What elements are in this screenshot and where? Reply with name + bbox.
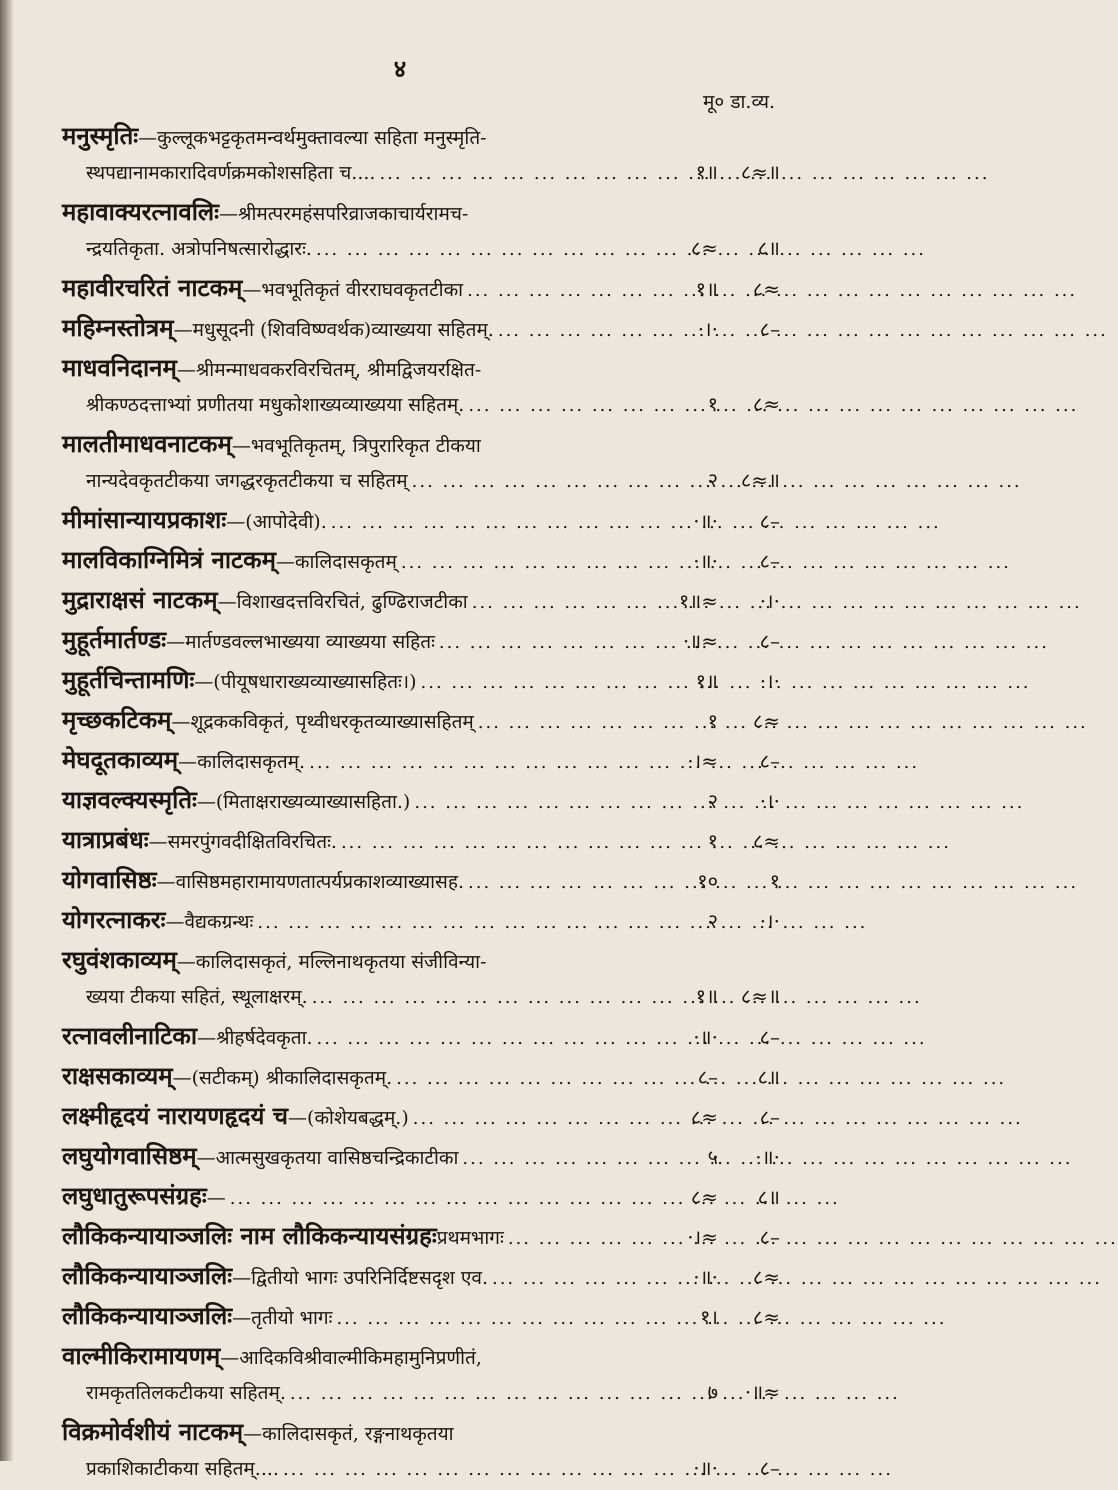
entry-line <box>62 1018 780 1054</box>
postage-value: ८– <box>759 1025 780 1049</box>
entry-line <box>62 1258 780 1294</box>
leader-dots <box>463 273 656 309</box>
postage-value: ८≈॥ <box>740 160 780 184</box>
entry-line <box>62 386 780 422</box>
leader-dots <box>494 313 656 349</box>
price-column-header: मू० डा.व्य. <box>703 91 775 113</box>
price-value: १ <box>707 829 718 853</box>
book-description: —वासिष्ठमहारामायणतात्पर्यप्रकाशव्याख्यासह. <box>156 871 465 893</box>
price-value: १ <box>707 392 718 416</box>
postage-value: ८≈ <box>752 709 780 733</box>
price-value: १॥ <box>695 160 718 184</box>
book-description: प्रकाशिकाटीकया सहितम्.... <box>86 1458 279 1480</box>
catalogue-entry <box>62 862 780 898</box>
catalogue-entry <box>62 742 780 778</box>
entry-line <box>62 1178 780 1214</box>
leader-dots <box>464 865 656 901</box>
price-value: ८≈ <box>690 1105 718 1129</box>
book-description: —(कोशेयबद्धम्.) <box>288 1107 409 1129</box>
book-title: महावीरचरितं नाटकम् <box>62 273 243 302</box>
leader-dots <box>308 980 656 1016</box>
catalogue-entry <box>62 1298 780 1334</box>
catalogue-entry <box>62 1338 780 1410</box>
catalogue-entry <box>62 350 780 422</box>
book-title: मृच्छकटिकम् <box>62 705 172 734</box>
price-value: १॥≈ <box>678 589 718 613</box>
book-title: विक्रमोर्वशीयं नाटकम् <box>62 1417 244 1446</box>
book-description: —कालिदासकृतं, रङ्गनाथकृतया <box>243 1423 454 1445</box>
book-title: मेघदूतकाव्यम् <box>62 745 179 774</box>
book-description: —श्रीमत्परमहंसपरिव्राजकाचार्यरामच- <box>219 203 469 225</box>
book-title: योगरत्नाकरः <box>62 905 166 934</box>
entry-line <box>62 902 780 938</box>
book-title: लघुधातुरूपसंग्रहः <box>62 1181 207 1210</box>
price-value: २ <box>707 909 718 933</box>
book-description: न्द्रयतिकृता. अत्रोपनिषत्सारोद्धारः. <box>86 238 312 260</box>
entry-line <box>62 662 780 698</box>
price-value: ·॥· <box>693 1025 718 1049</box>
book-description: —तृतीयो भागः <box>232 1307 333 1329</box>
book-description: —(सटीकम्) श्रीकालिदासकृतम्. <box>172 1067 393 1089</box>
price-value: २ <box>707 468 718 492</box>
catalogue-entry <box>62 502 780 538</box>
catalogue-entry <box>62 1414 780 1486</box>
entry-line <box>62 1098 780 1134</box>
entry-line <box>62 782 780 818</box>
leader-dots <box>410 785 656 821</box>
catalogue-entry <box>62 622 780 658</box>
book-description: नान्यदेवकृतटीकया जगद्धरकृतटीकया च सहितम् <box>86 470 408 492</box>
catalogue-entry <box>62 902 780 938</box>
leader-dots <box>408 464 656 500</box>
book-title: मीमांसान्यायप्रकाशः <box>62 505 227 534</box>
postage-value: ८– <box>759 1105 780 1129</box>
catalogue-entry <box>62 582 780 618</box>
leader-dots <box>468 585 656 621</box>
leader-dots <box>332 1301 656 1337</box>
page-number: ४ <box>393 54 407 83</box>
book-title: लघुयोगवासिष्ठम् <box>62 1141 197 1170</box>
price-value: ८≈ <box>690 1185 718 1209</box>
book-title: लक्ष्मीहृदयं नारायणहृदयं च <box>62 1101 289 1130</box>
book-description: —(आपोदेवी). <box>226 511 327 533</box>
entry-line <box>62 270 780 306</box>
leader-dots <box>327 505 656 541</box>
leader-dots <box>313 1021 656 1057</box>
postage-value: ·।· <box>759 669 780 693</box>
price-value: ५ <box>707 1145 718 1169</box>
catalogue-entry <box>62 426 780 498</box>
leader-dots <box>504 1221 656 1257</box>
price-value: ·॥· <box>693 549 718 573</box>
price-value: ·।· <box>697 317 718 341</box>
postage-value: ८≈ <box>752 392 780 416</box>
postage-value: ·।· <box>759 589 780 613</box>
book-description: —विशाखदत्तविरचितं, ढुण्ढिराजटीका <box>217 591 468 613</box>
catalogue-entry <box>62 782 780 818</box>
postage-value: ·॥≈ <box>744 1380 780 1404</box>
postage-value: ८≈॥ <box>740 468 780 492</box>
postage-value: ८≈॥ <box>740 984 780 1008</box>
price-value: ८– <box>697 1065 718 1089</box>
book-description: प्रथमभागः <box>436 1227 504 1249</box>
entry-line <box>62 702 780 738</box>
book-title: महावाक्यरत्नावलिः <box>62 197 220 226</box>
book-title: वाल्मीकिरामायणम् <box>62 1341 221 1370</box>
book-description: —मार्तण्डवल्लभाख्यया व्याख्यया सहितः <box>166 631 435 653</box>
postage-value: १ <box>769 869 780 893</box>
catalogue-entry <box>62 702 780 738</box>
postage-value: ८– <box>759 1456 780 1480</box>
catalogue-entry <box>62 118 780 190</box>
entry-line <box>62 1138 780 1174</box>
catalogue-entry <box>62 270 780 306</box>
price-value: २ <box>707 789 718 813</box>
catalogue-entry <box>62 310 780 346</box>
leader-dots <box>286 1376 656 1412</box>
book-description: —कालिदासकृतम्. <box>178 751 306 773</box>
entry-line <box>62 822 780 858</box>
book-title: यात्राप्रबंधः <box>62 825 149 854</box>
postage-value: ८॥ <box>757 1185 780 1209</box>
book-description: —कालिदासकृतं, मल्लिनाथकृतया संजीविन्या- <box>176 951 487 973</box>
book-title: मुहूर्तचिन्तामणिः <box>62 665 195 694</box>
leader-dots <box>226 1181 656 1217</box>
leader-dots <box>435 625 656 661</box>
catalogue-entry <box>62 822 780 858</box>
book-description: —श्रीहर्षदेवकृता. <box>197 1027 313 1049</box>
book-description: रामकृततिलकटीकया सहितम्. <box>86 1382 286 1404</box>
entry-line <box>62 154 780 190</box>
postage-value: ८≈ <box>752 1305 780 1329</box>
postage-value: ८– <box>759 549 780 573</box>
book-description: —शूद्रककविकृतं, पृथ्वीधरकृतव्याख्यासहितम् <box>171 711 474 733</box>
entry-line <box>62 862 780 898</box>
leader-dots <box>279 1452 656 1488</box>
book-title: मालतीमाधवनाटकम् <box>62 429 232 458</box>
book-description: —आदिकविश्रीवाल्मीकिमहामुनिप्रणीतं, <box>220 1347 482 1369</box>
price-value: १॥ <box>695 277 718 301</box>
book-description: —आत्मसुखकृतया वासिष्ठचन्द्रिकाटीका <box>196 1147 459 1169</box>
entry-line <box>62 582 780 618</box>
postage-value: ८– <box>759 749 780 773</box>
book-description: —भवभूतिकृतम्, त्रिपुरारिकृत टीकया <box>231 435 481 457</box>
book-description: — <box>206 1187 226 1209</box>
book-description: —(पीयूषधाराख्यव्याख्यासहितः।) <box>194 671 417 693</box>
book-description: —मधुसूदनी (शिवविष्ण्वर्थक)व्याख्यया सहितम्. <box>173 319 494 341</box>
entry-line <box>62 310 780 346</box>
book-description: स्थपद्यानामकारादिवर्णक्रमकोशसहिता च.... <box>86 162 376 184</box>
book-title: मनुस्मृतिः <box>62 121 139 150</box>
entry-line <box>62 742 780 778</box>
book-title: राक्षसकाव्यम् <box>62 1061 173 1090</box>
catalogue-entry <box>62 194 780 266</box>
postage-value: ८– <box>759 1225 780 1249</box>
catalogue-entry <box>62 1058 780 1094</box>
entry-line <box>62 1338 780 1374</box>
entry-line <box>62 1058 780 1094</box>
book-title: मुहूर्तमार्तण्डः <box>62 625 167 654</box>
book-description: ख्यया टीकया सहितं, स्थूलाक्षरम्. <box>86 986 308 1008</box>
leader-dots <box>253 905 656 941</box>
entry-line <box>62 230 780 266</box>
postage-value: ८– <box>759 509 780 533</box>
price-value: ·।≈ <box>687 749 718 773</box>
entry-line <box>62 1414 780 1450</box>
entry-line <box>62 1298 780 1334</box>
entry-line <box>62 978 780 1014</box>
book-description: —(मिताक्षराख्यव्याख्यासहिता.) <box>196 791 411 813</box>
book-title: रघुवंशकाव्यम् <box>62 945 177 974</box>
book-description: —द्वितीयो भागः उपरिनिर्दिष्टसदृश एव. <box>232 1267 488 1289</box>
entry-line <box>62 350 780 386</box>
price-value: ८≈ <box>690 236 718 260</box>
price-value: १। <box>700 1305 718 1329</box>
leader-dots <box>337 825 656 861</box>
catalogue-entry <box>62 542 780 578</box>
book-description: —भवभूतिकृतं वीरराघवकृतटीका <box>242 279 464 301</box>
entry-line <box>62 1218 780 1254</box>
book-description: —कालिदासकृतम् <box>275 551 397 573</box>
leader-dots <box>392 1061 656 1097</box>
catalogue-entry <box>62 1018 780 1054</box>
postage-value: ·।· <box>759 909 780 933</box>
entry-line <box>62 194 780 230</box>
leader-dots <box>375 156 656 192</box>
book-description: —कुल्लूकभट्टकृतमन्वर्थमुक्तावल्या सहिता मनुस्मृति- <box>138 127 487 149</box>
book-description: —श्रीमन्माधवकरविरचितम्, श्रीमद्विजयरक्षित- <box>176 359 482 381</box>
postage-value: ८– <box>759 629 780 653</box>
catalogue-entry <box>62 1098 780 1134</box>
postage-value: ८॥ <box>757 236 780 260</box>
catalogue-entry <box>62 662 780 698</box>
price-value: ·।≈ <box>687 1225 718 1249</box>
postage-value: ·।· <box>759 789 780 813</box>
book-description: —समरपुंगवदीक्षितविरचितः. <box>148 831 337 853</box>
catalogue-entry <box>62 1218 780 1254</box>
price-value: १ <box>707 709 718 733</box>
entry-line <box>62 1374 780 1410</box>
postage-value: ८– <box>759 317 780 341</box>
book-title: महिम्नस्तोत्रम् <box>62 313 174 342</box>
catalogue-entry <box>62 1138 780 1174</box>
price-value: ·॥· <box>693 1456 718 1480</box>
book-title: रत्नावलीनाटिका <box>62 1021 198 1050</box>
entry-line <box>62 462 780 498</box>
price-value: १॥ <box>695 984 718 1008</box>
book-description: —वैद्यकग्रन्थः <box>165 911 254 933</box>
catalogue-entry <box>62 942 780 1014</box>
postage-value: ८≈ <box>752 277 780 301</box>
entry-line <box>62 942 780 978</box>
price-value: ·॥· <box>693 509 718 533</box>
catalogue-entry <box>62 1178 780 1214</box>
book-title: मालविकाग्निमित्रं नाटकम् <box>62 545 276 574</box>
leader-dots <box>417 665 657 701</box>
leader-dots <box>305 745 656 781</box>
entry-line <box>62 502 780 538</box>
price-value: ·॥· <box>693 1265 718 1289</box>
entry-line <box>62 118 780 154</box>
book-title: मुद्राराक्षसं नाटकम् <box>62 585 218 614</box>
book-description: श्रीकण्ठदत्ताभ्यां प्रणीतया मधुकोशाख्यव्याख्यया सहितम्. <box>86 394 465 416</box>
book-title: लौकिकन्यायाञ्जलिः <box>62 1301 233 1330</box>
page-binding-edge <box>0 0 14 1461</box>
leader-dots <box>464 388 656 424</box>
catalogue-list <box>62 118 780 1490</box>
price-value: १० <box>697 869 718 893</box>
book-title: माधवनिदानम् <box>62 353 177 382</box>
book-title: योगवासिष्ठः <box>62 865 157 894</box>
leader-dots <box>397 545 656 581</box>
leader-dots <box>312 232 656 268</box>
postage-value: ·॥· <box>755 1145 780 1169</box>
book-title: लौकिकन्यायाञ्जलिः नाम लौकिकन्यायसंग्रहः <box>62 1221 437 1250</box>
postage-value: ८≈ <box>752 1265 780 1289</box>
entry-line <box>62 1450 780 1486</box>
price-value: ·॥≈ <box>682 629 718 653</box>
book-title: याज्ञवल्क्यस्मृतिः <box>62 785 197 814</box>
entry-line <box>62 426 780 462</box>
book-title: लौकिकन्यायाञ्जलिः <box>62 1261 233 1290</box>
postage-value: ८॥ <box>757 1065 780 1089</box>
entry-line <box>62 622 780 658</box>
catalogue-entry <box>62 1258 780 1294</box>
leader-dots <box>474 705 656 741</box>
leader-dots <box>409 1101 656 1137</box>
leader-dots <box>488 1261 656 1297</box>
price-value: ७ <box>707 1380 718 1404</box>
leader-dots <box>458 1141 656 1177</box>
postage-value: ८≈ <box>752 829 780 853</box>
entry-line <box>62 542 780 578</box>
price-value: १॥ <box>695 669 718 693</box>
